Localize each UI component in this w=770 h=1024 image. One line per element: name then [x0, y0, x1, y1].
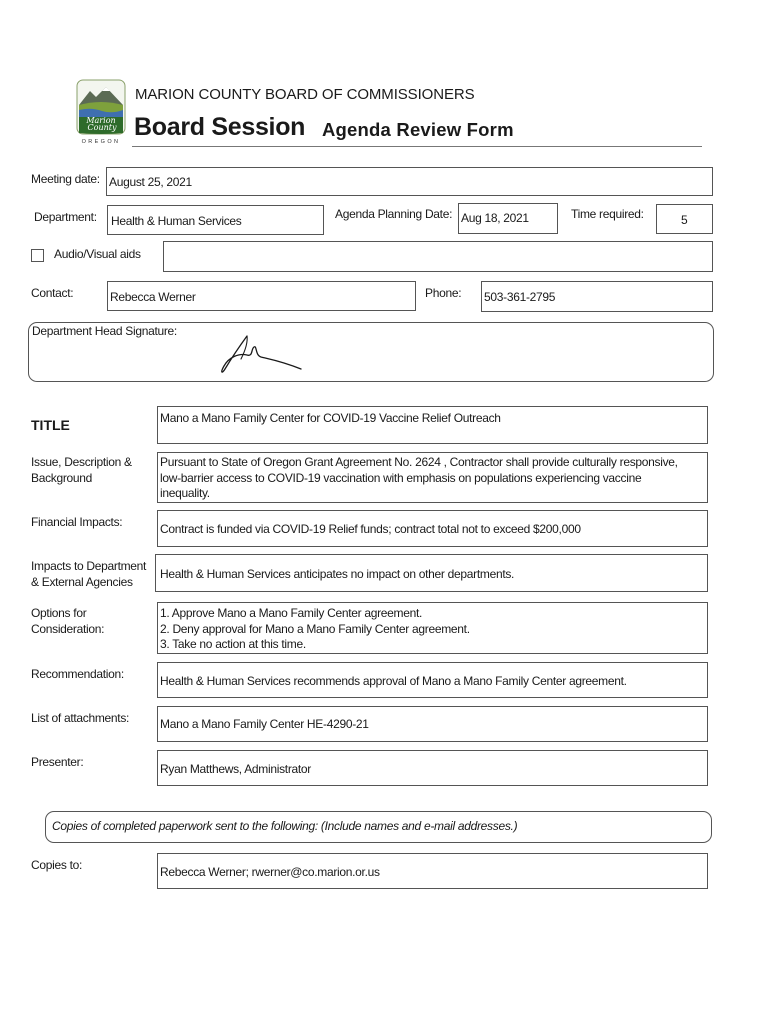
- options-value-line: 2. Deny approval for Mano a Mano Family Center agreement.: [160, 621, 470, 636]
- issue-label-line: Background: [31, 470, 93, 485]
- issue-label: [31, 455, 132, 486]
- agenda-planning-date-field[interactable]: [458, 203, 558, 234]
- meeting-date-label: Meeting date:: [31, 172, 100, 186]
- form-subtitle: Agenda Review Form: [322, 119, 514, 140]
- logo-state-text: OREGON: [81, 139, 121, 145]
- time-required-label: Time required:: [571, 207, 644, 221]
- form-title: Board Session: [134, 113, 306, 141]
- department-field[interactable]: [107, 205, 324, 235]
- contact-label: Contact:: [31, 286, 74, 300]
- options-label-line: Consideration:: [31, 621, 105, 636]
- recommendation-field[interactable]: [157, 662, 708, 698]
- impacts-value: Health & Human Services anticipates no impact on other departments.: [160, 567, 515, 581]
- recommendation-label: Recommendation:: [31, 667, 124, 681]
- impacts-label-line: Impacts to Department: [31, 559, 147, 573]
- issue-value: [160, 455, 678, 502]
- issue-value-line: low-barrier access to COVID-19 vaccination with emphasis on populations experiencing vaccine: [160, 470, 642, 485]
- phone-label: Phone:: [425, 286, 462, 300]
- impacts-label-line: & External Agencies: [31, 574, 133, 589]
- signature-label: Department Head Signature:: [32, 324, 177, 338]
- audio-visual-field[interactable]: [163, 241, 713, 272]
- meeting-date-field[interactable]: [106, 167, 713, 196]
- options-field[interactable]: [157, 602, 708, 654]
- issue-field[interactable]: [157, 452, 708, 503]
- phone-field[interactable]: [481, 281, 713, 312]
- impacts-label: [31, 559, 146, 590]
- impacts-field[interactable]: [155, 554, 708, 592]
- org-name: MARION COUNTY BOARD OF COMMISSIONERS: [135, 86, 475, 103]
- title-section-label: TITLE: [31, 417, 70, 433]
- issue-value-line: Pursuant to State of Oregon Grant Agreement No. 2624 , Contractor shall provide culturally responsive,: [160, 455, 678, 469]
- attachments-value: Mano a Mano Family Center HE-4290-21: [160, 717, 369, 731]
- handwritten-signature-icon: [217, 333, 307, 375]
- issue-value-line: inequality.: [160, 486, 210, 500]
- phone-value: 503-361-2795: [484, 290, 556, 304]
- financial-impacts-field[interactable]: [157, 510, 708, 547]
- marion-county-logo-icon: [76, 79, 126, 145]
- department-value: Health & Human Services: [111, 214, 242, 228]
- financial-impacts-value: Contract is funded via COVID-19 Relief funds; contract total not to exceed $200,000: [160, 522, 581, 536]
- financial-impacts-label: Financial Impacts:: [31, 515, 123, 529]
- options-label: [31, 606, 104, 637]
- options-value-line: 1. Approve Mano a Mano Family Center agreement.: [160, 606, 423, 620]
- logo-text-line1: Marion: [86, 116, 116, 125]
- agenda-planning-date-label: Agenda Planning Date:: [335, 207, 453, 221]
- logo-text-line2: County: [87, 123, 117, 132]
- time-required-field[interactable]: [656, 204, 713, 234]
- presenter-field[interactable]: [157, 750, 708, 786]
- department-label: Department:: [34, 210, 97, 224]
- presenter-value: Ryan Matthews, Administrator: [160, 762, 311, 776]
- contact-field[interactable]: [107, 281, 416, 311]
- copies-to-field[interactable]: [157, 853, 708, 889]
- audio-visual-checkbox[interactable]: [31, 249, 44, 262]
- title-field[interactable]: [157, 406, 708, 444]
- attachments-label: List of attachments:: [31, 711, 130, 725]
- copies-note: Copies of completed paperwork sent to the following: (Include names and e-mail addresses.): [52, 819, 518, 833]
- recommendation-value: Health & Human Services recommends approval of Mano a Mano Family Center agreement.: [160, 674, 627, 688]
- signature-box[interactable]: [28, 322, 714, 382]
- copies-to-value: Rebecca Werner; rwerner@co.marion.or.us: [160, 865, 380, 879]
- meeting-date-value: August 25, 2021: [109, 175, 192, 189]
- contact-value: Rebecca Werner: [110, 290, 196, 304]
- copies-note-box: [45, 811, 712, 843]
- options-value: [160, 606, 470, 653]
- issue-label-line: Issue, Description &: [31, 455, 132, 469]
- options-value-line: 3. Take no action at this time.: [160, 637, 306, 651]
- options-label-line: Options for: [31, 606, 87, 620]
- attachments-field[interactable]: [157, 706, 708, 742]
- header-divider: [132, 146, 702, 147]
- agenda-planning-date-value: Aug 18, 2021: [461, 211, 529, 225]
- title-value: Mano a Mano Family Center for COVID-19 Vaccine Relief Outreach: [160, 411, 501, 425]
- time-required-value: 5: [681, 213, 688, 227]
- audio-visual-label: Audio/Visual aids: [54, 247, 141, 261]
- presenter-label: Presenter:: [31, 755, 84, 769]
- copies-to-label: Copies to:: [31, 858, 83, 872]
